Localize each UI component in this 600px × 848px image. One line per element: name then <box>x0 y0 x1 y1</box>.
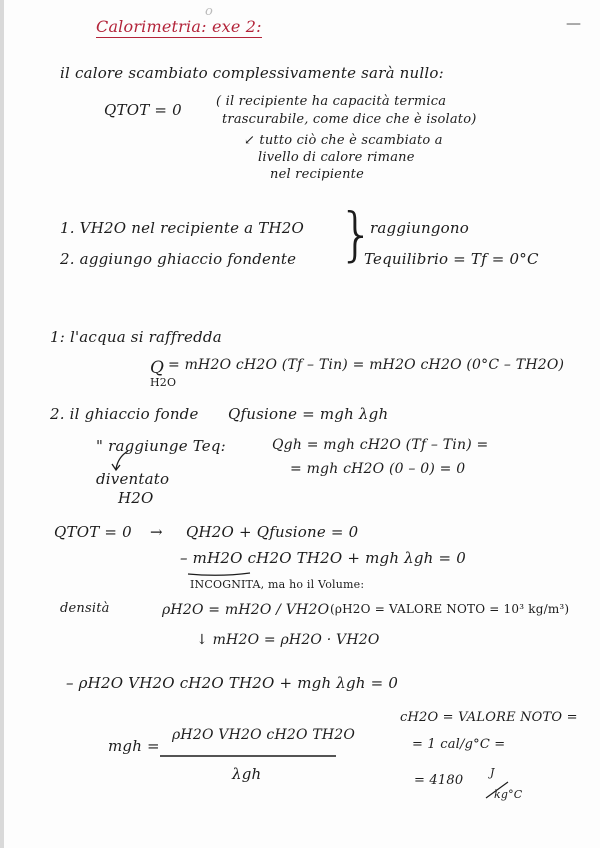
reason-line-2: trascurabile, come dice che è isolato) <box>222 112 477 127</box>
part1-label: 1: l'acqua si raffredda <box>50 328 222 346</box>
part1-lhs: Q <box>150 358 165 378</box>
specific-heat-note-3: = 4180 <box>414 773 464 788</box>
reason-line-4: livello di calore rimane <box>258 150 415 165</box>
intro-line: il calore scambiato complessivamente sarà nullo: <box>60 64 444 82</box>
final-denominator: λgh <box>232 765 262 783</box>
result-line-2: Tequilibrio = Tf = 0°C <box>364 250 539 268</box>
fraction-bar <box>160 754 340 758</box>
balance-arrow: → <box>150 523 163 541</box>
unit-numerator: J <box>490 766 495 779</box>
became-h2o: H2O <box>118 489 154 507</box>
density-label: densità <box>60 601 110 616</box>
top-fragment: o <box>205 4 214 19</box>
density-known-value: (ρH2O = VALORE NOTO = 10³ kg/m³) <box>330 602 570 616</box>
unit-denominator: kg°C <box>494 788 523 801</box>
page-title-text: Calorimetria: exe 2: <box>96 17 262 36</box>
page-title <box>96 17 262 36</box>
part1-lhs-sub: H2O <box>150 376 177 389</box>
reason-line-5: nel recipiente <box>270 167 364 182</box>
qtot-equation: QTOT = 0 <box>104 101 182 119</box>
balance-equation-3: – ρH2O VH2O cH2O TH2O + mgh λgh = 0 <box>66 674 399 692</box>
corner-mark: — <box>566 14 582 32</box>
page-edge <box>0 0 4 848</box>
reach-label: " raggiunge Teq: <box>96 437 226 455</box>
density-equation: ρH2O = mH2O / VH2O <box>162 602 330 618</box>
specific-heat-note-2: = 1 cal/g°C = <box>412 737 506 752</box>
qgh-equation-2: = mgh cH2O (0 – 0) = 0 <box>290 461 466 477</box>
curly-brace: } <box>338 200 375 268</box>
pointer-arrow-icon <box>108 449 132 473</box>
part1-equation: = mH2O cH2O (Tf – Tin) = mH2O cH2O (0°C – TH2O) <box>168 357 565 373</box>
mass-equation: ↓ mH2O = ρH2O · VH2O <box>196 632 380 648</box>
became-label: diventato <box>96 470 170 488</box>
balance-qtot: QTOT = 0 <box>54 523 132 541</box>
incognita-note: INCOGNITA, ma ho il Volume: <box>190 578 365 591</box>
result-line-1: raggiungono <box>370 219 469 237</box>
balance-equation-1: QH2O + Qfusione = 0 <box>186 523 359 541</box>
qgh-equation: Qgh = mgh cH2O (Tf – Tin) = <box>272 437 489 453</box>
step-1: 1. VH2O nel recipiente a TH2O <box>60 219 304 237</box>
final-lhs: mgh = <box>108 737 160 755</box>
final-numerator: ρH2O VH2O cH2O TH2O <box>172 727 356 743</box>
balance-equation-2: – mH2O cH2O TH2O + mgh λgh = 0 <box>180 549 466 567</box>
part2-label: 2. il ghiaccio fonde <box>50 405 199 423</box>
fusion-equation: Qfusione = mgh λgh <box>228 405 389 423</box>
reason-line-3: ↙ tutto ciò che è scambiato a <box>244 133 443 148</box>
step-2: 2. aggiungo ghiaccio fondente <box>60 250 297 268</box>
reason-line-1: ( il recipiente ha capacità termica <box>216 94 447 109</box>
specific-heat-note-1: cH2O = VALORE NOTO = <box>400 710 578 725</box>
underline-mark <box>188 571 252 577</box>
